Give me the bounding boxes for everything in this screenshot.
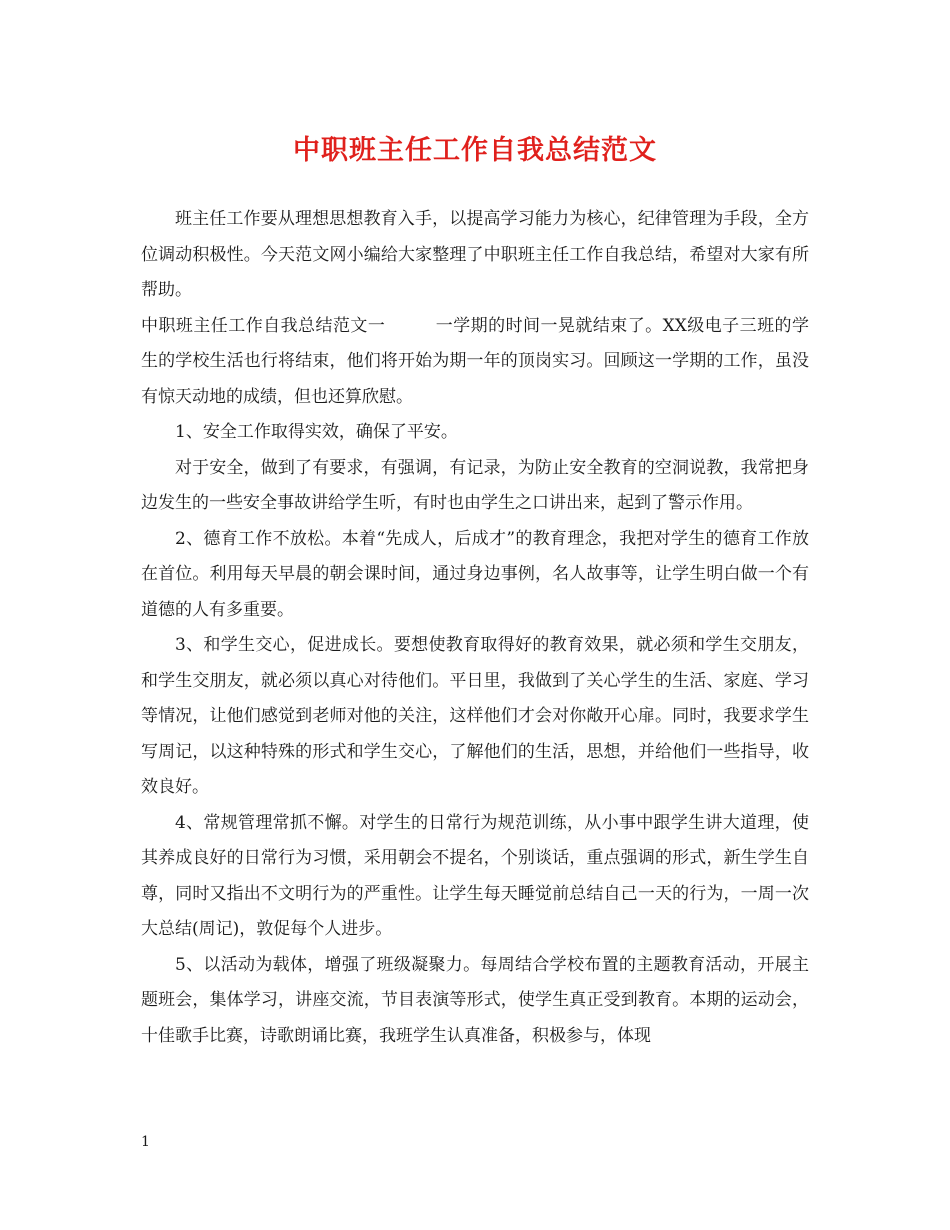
page-number: 1 — [141, 1134, 150, 1150]
body-paragraph-1: 1、安全工作取得实效，确保了平安。 — [175, 422, 458, 442]
document-body — [141, 202, 809, 1054]
document-title: 中职班主任工作自我总结范文 — [293, 135, 657, 166]
body-paragraph-4: 3、和学生交心，促进成长。要想使教育取得好的教育效果，就必须和学生交朋友，和学生交朋友，就必须以真心对待他们。平日里，我做到了关心学生的生活、家庭、学习等情况，让他们感觉到老师对他的关注，这样他们才会对你敞开心扉。同时，我要求学生写周记，以这种特殊的形式和学生交心，了解他们的生活，思想，并给他们一些指导，收效良好。 — [141, 635, 809, 797]
section-first-paragraph — [141, 309, 809, 416]
intro-paragraph: 班主任工作要从理想思想教育入手，以提高学习能力为核心，纪律管理为手段，全方位调动积极性。今天范文网小编给大家整理了中职班主任工作自我总结，希望对大家有所帮助。 — [141, 209, 809, 300]
body-paragraph-5: 4、常规管理常抓不懈。对学生的日常行为规范训练，从小事中跟学生讲大道理，使其养成良好的日常行为习惯，采用朝会不提名，个别谈话，重点强调的形式，新生学生自尊，同时又指出不文明行为的严重性。让学生每天睡觉前总结自己一天的行为，一周一次大总结(周记)，敦促每个人进步。 — [141, 812, 809, 939]
body-paragraph-3: 2、德育工作不放松。本着“先成人，后成才”的教育理念，我把对学生的德育工作放在首位。利用每天早晨的朝会课时间，通过身边事例，名人故事等，让学生明白做一个有道德的人有多重要。 — [141, 528, 809, 620]
section-first-text: 一学期的时间一晃就结束了。XX级电子三班的学生的学校生活也行将结束，他们将开始为期一年的顶岗实习。回顾这一学期的工作，虽没有惊天动地的成绩，但也还算欣慰。 — [141, 315, 809, 407]
section-heading: 中职班主任工作自我总结范文一 — [141, 315, 386, 336]
body-paragraph-6: 5、以活动为载体，增强了班级凝聚力。每周结合学校布置的主题教育活动，开展主题班会，集体学习，讲座交流，节目表演等形式，使学生真正受到教育。本期的运动会，十佳歌手比赛，诗歌朗诵比赛，我班学生认真准备，积极参与，体现 — [141, 954, 809, 1046]
body-paragraph-2: 对于安全，做到了有要求，有强调，有记录，为防止安全教育的空洞说教，我常把身边发生的一些安全事故讲给学生听，有时也由学生之口讲出来，起到了警示作用。 — [141, 457, 809, 513]
